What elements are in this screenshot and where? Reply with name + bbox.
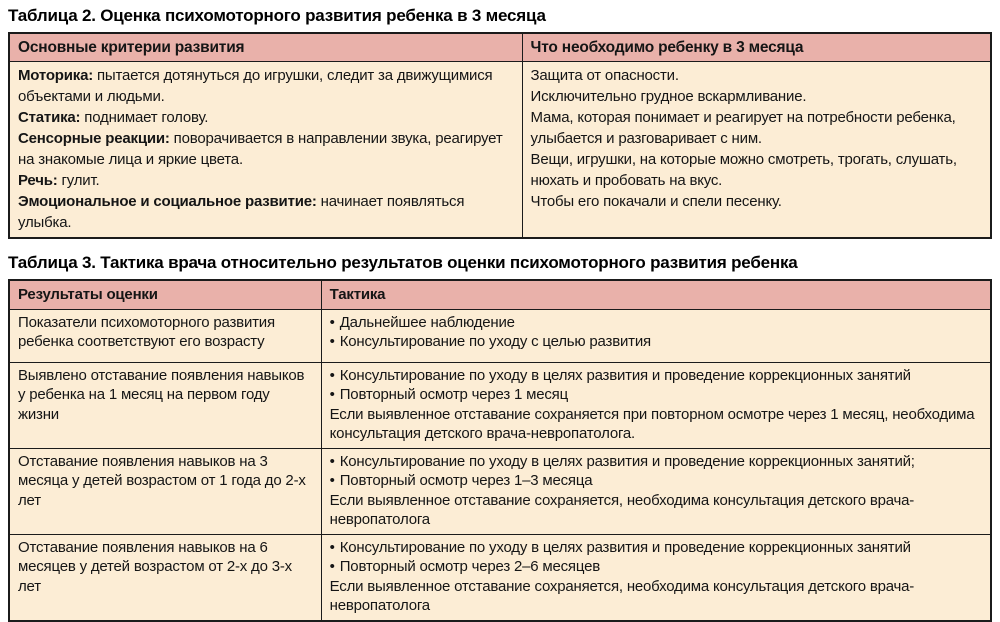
table-3-header-row xyxy=(10,281,990,309)
result-cell: Выявлено отставание появления навыков у ребенка на 1 месяц на первом году жизни xyxy=(18,366,305,423)
criteria-item: Сенсорные реакции: поворачивается в направлении звука, реагирует на знакомые лица и яркие цвета. xyxy=(18,130,503,168)
result-cell: Показатели психомоторного развития ребенка соответствуют его возрасту xyxy=(18,313,275,350)
tactic-note: Если выявленное отставание сохраняется при повторном осмотре через 1 месяц, необходима консультация детского врача-невропатолога. xyxy=(329,405,975,442)
table-row xyxy=(10,309,990,362)
tactic-bullet: • Консультирование по уходу с целью развития xyxy=(329,333,651,350)
bullet-marker: • xyxy=(329,313,335,331)
tactic-bullet: • Консультирование по уходу в целях развития и проведение коррекционных занятий xyxy=(329,366,911,384)
bullet-marker: • xyxy=(329,452,335,470)
table-2-needs-cell xyxy=(522,62,990,237)
table-3-title: Таблица 3. Тактика врача относительно результатов оценки психомоторного развития ребенка xyxy=(8,253,798,272)
table-2-header-needs: Что необходимо ребенку в 3 месяца xyxy=(522,34,990,61)
bullet-marker: • xyxy=(329,386,335,403)
bullet-marker: • xyxy=(329,333,335,350)
tactics-cell xyxy=(321,535,990,620)
bullet-marker: • xyxy=(329,538,335,556)
table-2-title: Таблица 2. Оценка психомоторного развития ребенка в 3 месяца xyxy=(8,6,546,25)
needs-item: Исключительно грудное вскармливание. xyxy=(530,88,807,105)
needs-item: Чтобы его покачали и спели песенку. xyxy=(530,193,782,210)
tactic-bullet: • Повторный осмотр через 2–6 месяцев xyxy=(329,558,600,575)
table-row xyxy=(10,362,990,448)
table-2-header-row xyxy=(10,34,990,61)
bullet-marker: • xyxy=(329,558,335,575)
tactic-bullet: • Консультирование по уходу в целях развития и проведение коррекционных занятий; xyxy=(329,452,915,470)
tactic-bullet: • Повторный осмотр через 1 месяц xyxy=(329,386,568,403)
needs-item: Вещи, игрушки, на которые можно смотреть, трогать, слушать, нюхать и пробовать на вкус. xyxy=(530,151,957,189)
criteria-item: Моторика: пытается дотянуться до игрушки, следит за движущимися объектами и людьми. xyxy=(18,67,493,105)
criteria-item: Речь: гулит. xyxy=(18,172,100,189)
table-3-header-results: Результаты оценки xyxy=(10,281,321,309)
document xyxy=(8,6,992,622)
tactic-bullet: • Повторный осмотр через 1–3 месяца xyxy=(329,472,593,489)
table-3-header-tactics: Тактика xyxy=(321,281,990,309)
table-2-body-row xyxy=(10,61,990,237)
table-row xyxy=(10,448,990,534)
table-2-header-criteria: Основные критерии развития xyxy=(10,34,522,61)
bullet-marker: • xyxy=(329,366,335,384)
tactics-cell xyxy=(321,310,990,362)
table-2-psychomotor-assessment xyxy=(8,32,992,239)
tactic-bullet: • Дальнейшее наблюдение xyxy=(329,313,515,331)
result-cell: Отставание появления навыков на 3 месяца у детей возрастом от 1 года до 2-х лет xyxy=(18,452,306,509)
bullet-marker: • xyxy=(329,472,335,489)
criteria-item: Эмоциональное и социальное развитие: начинает появляться улыбка. xyxy=(18,193,465,231)
needs-item: Мама, которая понимает и реагирует на потребности ребенка, улыбается и разговаривает с ним. xyxy=(530,109,956,147)
tactic-note: Если выявленное отставание сохраняется, необходима консультация детского врача-невропатолога xyxy=(329,491,915,528)
tactics-cell xyxy=(321,449,990,534)
table-2-criteria-cell xyxy=(10,62,522,237)
tactics-cell xyxy=(321,363,990,448)
needs-item: Защита от опасности. xyxy=(530,67,679,84)
table-3-doctor-tactics xyxy=(8,279,992,622)
tactic-note: Если выявленное отставание сохраняется, необходима консультация детского врача-невропатолога xyxy=(329,577,915,614)
result-cell: Отставание появления навыков на 6 месяцев у детей возрастом от 2-х до 3-х лет xyxy=(18,538,292,595)
table-row xyxy=(10,534,990,620)
tactic-bullet: • Консультирование по уходу в целях развития и проведение коррекционных занятий xyxy=(329,538,911,556)
criteria-item: Статика: поднимает голову. xyxy=(18,109,209,126)
